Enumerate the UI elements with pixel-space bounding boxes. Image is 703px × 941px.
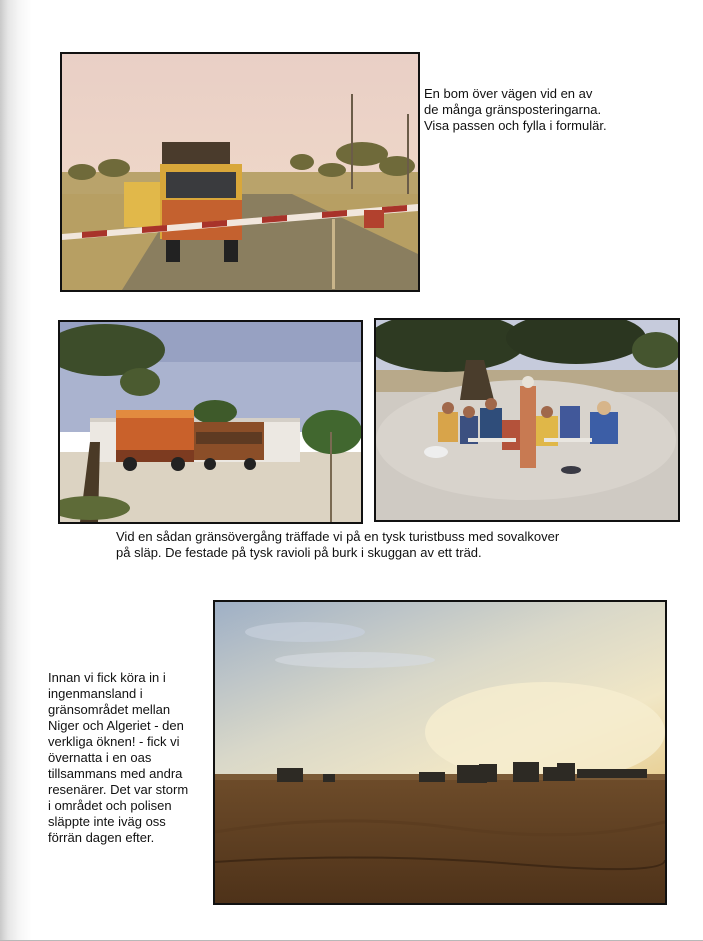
photo-tourist-bus: [58, 320, 363, 524]
photo-desert-oasis: [213, 600, 667, 905]
caption-road-barrier: En bom över vägen vid en av de många gränsposteringarna. Visa passen och fylla i formulär.: [424, 86, 607, 133]
caption-tourist-bus: Vid en sådan gränsövergång träffade vi på en tysk turistbuss med sovalkover på släp. De festade på tysk ravioli på burk i skuggan av ett träd.: [116, 529, 560, 560]
photo-road-barrier: [60, 52, 420, 292]
photo-picnic-under-tree: [374, 318, 680, 522]
caption-desert-oasis: Innan vi fick köra in i ingenmansland i gränsområdet mellan Niger och Algeriet - den verkliga öknen! - fick vi övernatta i en oas tillsammans med andra resenärer. Det var storm i området och polisen släppte inte iväg oss förrän dagen efter.: [48, 670, 189, 845]
